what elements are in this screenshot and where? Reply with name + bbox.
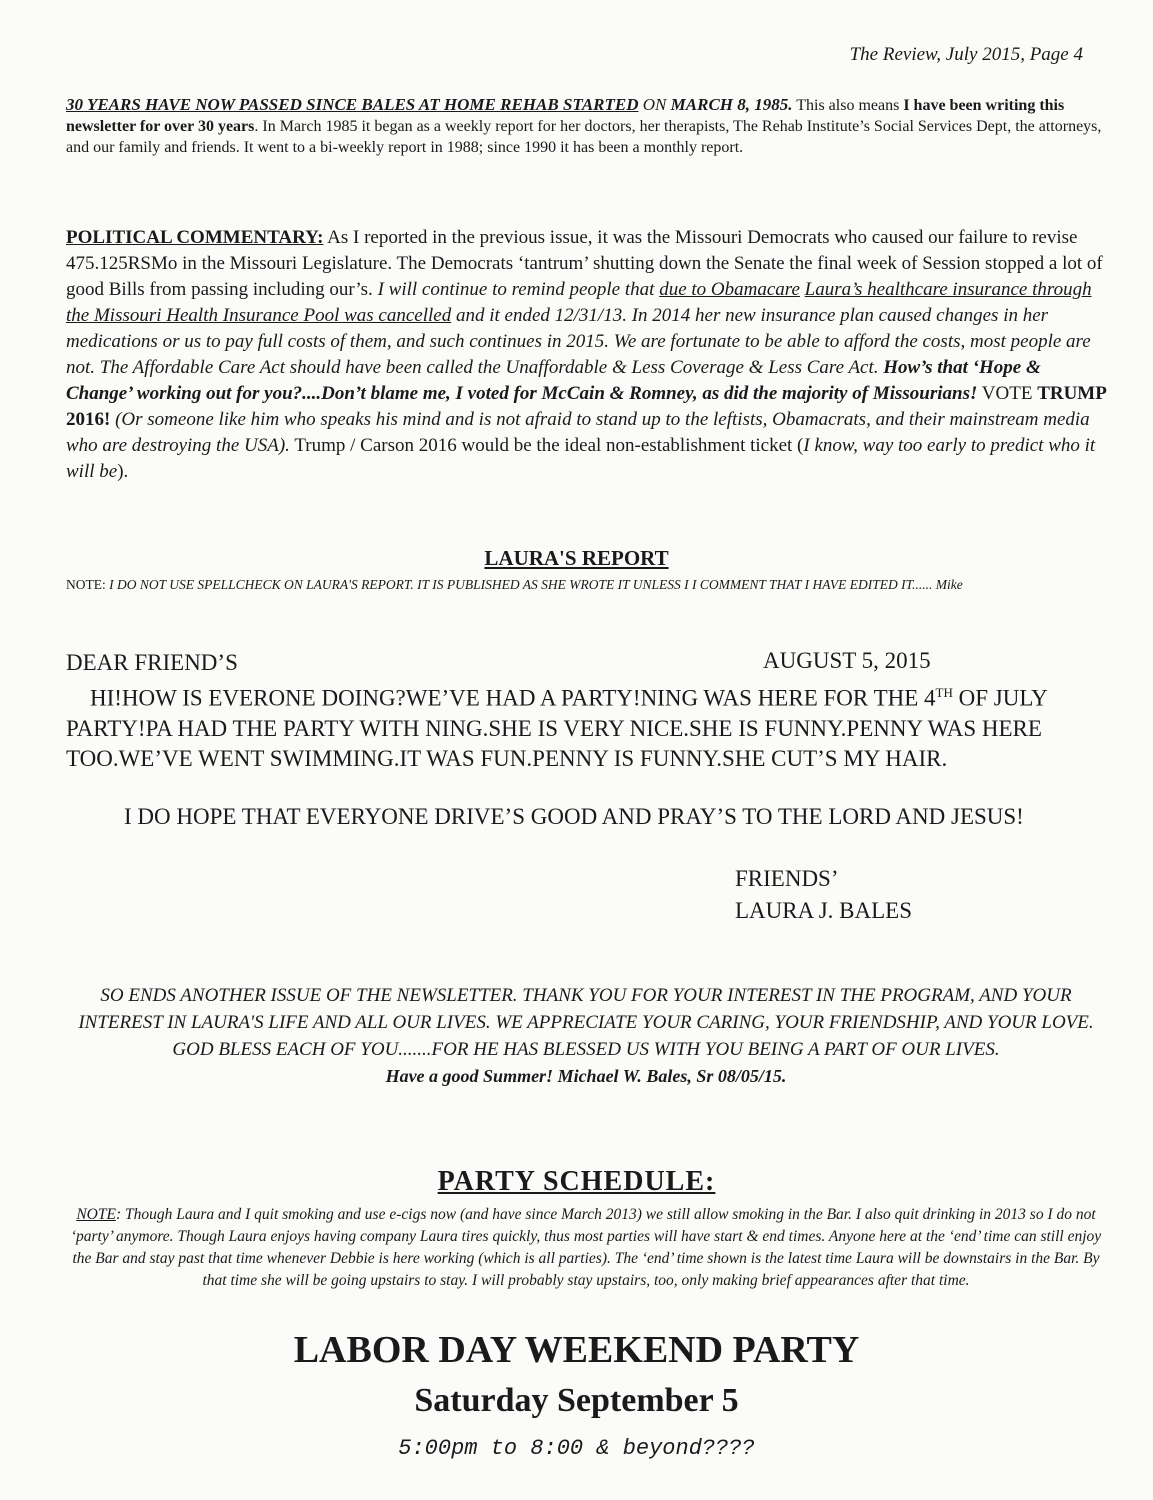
letter-body-1 (66, 678, 1106, 774)
letter-date: AUGUST 5, 2015 (763, 648, 931, 673)
political-vote: VOTE (977, 383, 1038, 404)
anniversary-date: MARCH 8, 1985. (670, 95, 793, 114)
laura-note-text: I DO NOT USE SPELLCHECK ON LAURA'S REPORT. IT IS PUBLISHED AS SHE WROTE IT UNLESS I I COMMENT THAT I HAVE EDITED IT...... Mike (105, 577, 963, 592)
anniversary-headline: 30 YEARS HAVE NOW PASSED SINCE BALES AT HOME REHAB STARTED (66, 95, 639, 114)
event-title: LABOR DAY WEEKEND PARTY (293, 1329, 860, 1371)
laura-report-note (66, 576, 1106, 594)
anniversary-bold: I have been writing this newsletter for over 30 years (66, 97, 1065, 135)
letter-greeting: DEAR FRIEND’S (66, 650, 238, 675)
letter-body-1-sup: TH (935, 685, 953, 700)
political-bold-italic: How’s that ‘Hope & Change’ working out for you?....Don’t blame me, I voted for McCain & Romney, as did the majority of Missourians! (66, 357, 1041, 404)
letter-body-1a: HI!HOW IS EVERONE DOING?WE’VE HAD A PARTY!NING WAS HERE FOR THE 4 (90, 685, 936, 711)
letter-sign-off: FRIENDS’ (735, 866, 839, 891)
anniversary-on: ON (638, 95, 671, 114)
party-schedule-title: PARTY SCHEDULE: (437, 1166, 716, 1197)
political-text-2: Trump / Carson 2016 would be the ideal non-establishment ticket ( (289, 435, 804, 456)
laura-note-label: NOTE: (66, 577, 106, 592)
political-italic-2: and it ended 12/31/13. In 2014 her new insurance plan caused changes in her medications or us to pay full costs of them, and such continues in 2015. We are fortunate to be able to afford the costs, most people are not. The Affordable Care Act should have been called the Unaffordable & Less Coverage & Less Care Act. (66, 305, 1091, 378)
party-note (66, 1204, 1106, 1292)
party-note-text: : Though Laura and I quit smoking and use e-cigs now (and have since March 2013) we still allow smoking in the Bar. I also quit drinking in 2013 so I do not ‘party’ anymore. Though Laura enjoys having company Laura tires quickly, thus most parties will have start & end times. Anyone here at the ‘end’ time can still enjoy the Bar and stay past that time whenever Debbie is here working (which is all parties). The ‘end’ time shown is the latest time Laura will be downstairs in the Bar. By that time she will be going upstairs to stay. I will probably stay upstairs, too, only making brief appearances after that time. (70, 1206, 1102, 1289)
political-text-1: As I reported in the previous issue, it was the Missouri Democrats who caused our failure to revise 475.125RSMo in the Missouri Legislature. The Democrats ‘tantrum’ shutting down the Senate the final week of Session stopped a lot of good Bills from passing including our’s. (66, 227, 1103, 300)
anniversary-paragraph (66, 94, 1106, 158)
anniversary-text-2: . In March 1985 it began as a weekly report for her doctors, her therapists, The Rehab Institute’s Social Services Dept, the attorneys, and our family and friends. It went to a bi-weekly report in 1988; since 1990 it has been a monthly report. (66, 118, 1102, 156)
page-header: The Review, July 2015, Page 4 (849, 44, 1083, 65)
political-italic-1: I will continue to remind people that (377, 279, 660, 300)
letter-body-1b: OF JULY PARTY!PA HAD THE PARTY WITH NING.SHE IS VERY NICE.SHE IS FUNNY.PENNY WAS HERE TOO.WE’VE WENT SWIMMING.IT WAS FUN.PENNY IS FUNNY.SHE CUT’S MY HAIR. (66, 685, 1047, 771)
anniversary-text-1: This also means (792, 97, 904, 114)
political-italic-3: (Or someone like him who speaks his mind and is not afraid to stand up to the leftists, Obamacrats, and their mainstream media who are destroying the USA). (66, 409, 1090, 456)
letter-signature: LAURA J. BALES (735, 898, 912, 923)
event-date: Saturday September 5 (414, 1382, 739, 1419)
event-time: 5:00pm to 8:00 & beyond???? (398, 1436, 755, 1461)
political-underline-2: Laura’s healthcare insurance through the Missouri Health Insurance Pool was cancelled (66, 279, 1092, 326)
closing-text: SO ENDS ANOTHER ISSUE OF THE NEWSLETTER. THANK YOU FOR YOUR INTEREST IN THE PROGRAM, AND YOUR INTEREST IN LAURA'S LIFE AND ALL OUR LIVES. WE APPRECIATE YOUR CARING, YOUR FRIENDSHIP, AND YOUR LOVE. GOD BLESS EACH OF YOU.......FOR HE HAS BLESSED US WITH YOU BEING A PART OF OUR LIVES. (78, 985, 1094, 1060)
political-commentary (66, 225, 1106, 485)
party-note-label: NOTE (76, 1206, 116, 1223)
closing-message (66, 982, 1106, 1090)
closing-signature: Have a good Summer! Michael W. Bales, Sr 08/05/15. (385, 1066, 787, 1086)
political-italic-4: I know, way too early to predict who it will be (66, 435, 1096, 482)
political-underline-1: due to Obamacare (659, 279, 800, 300)
political-trump: TRUMP 2016! (66, 383, 1106, 430)
political-heading: POLITICAL COMMENTARY: (66, 227, 324, 248)
laura-report-title: LAURA'S REPORT (484, 546, 669, 570)
letter-body-2: I DO HOPE THAT EVERYONE DRIVE’S GOOD AND PRAY’S TO THE LORD AND JESUS! (124, 804, 1024, 829)
political-text-3: ). (117, 461, 129, 482)
